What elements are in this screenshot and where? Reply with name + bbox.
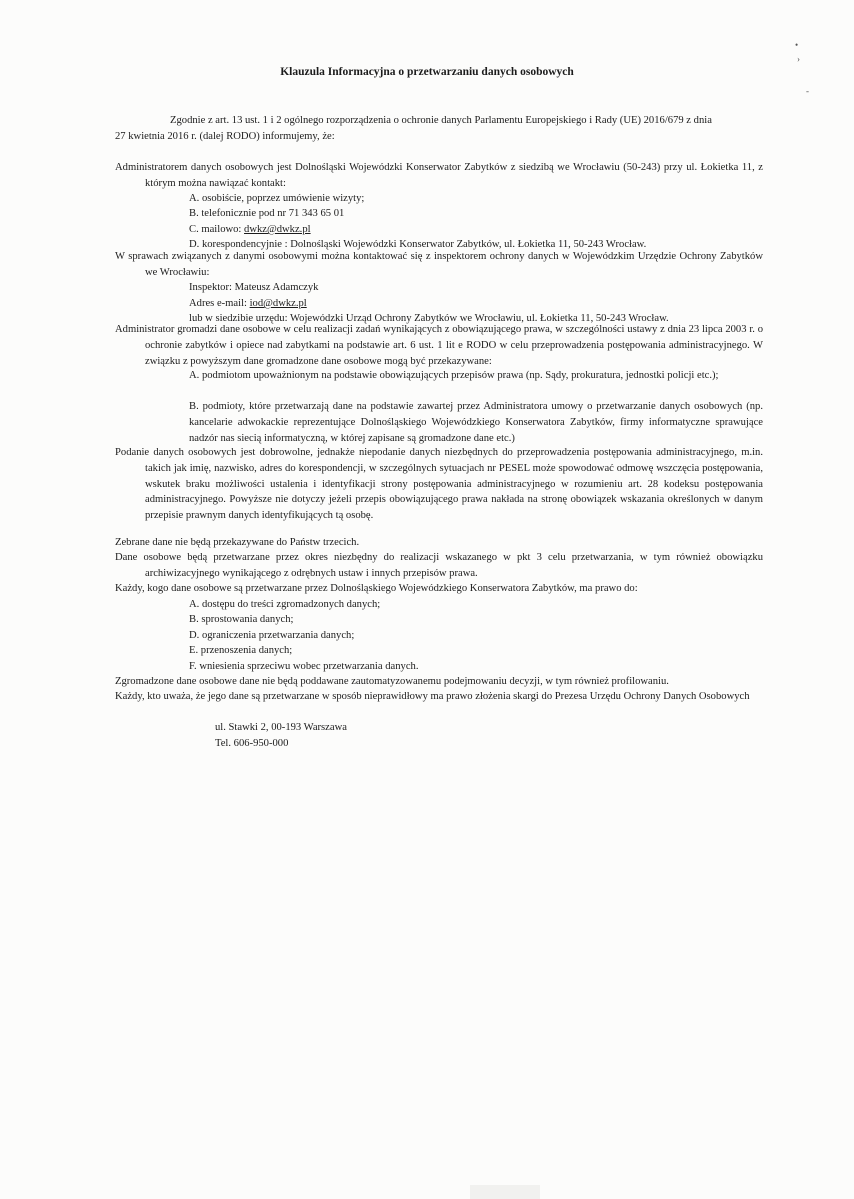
right-item-a: A. dostępu do treści zgromadzonych danych; <box>189 599 381 610</box>
right-item-e: E. przenoszenia danych; <box>189 645 293 656</box>
third-countries-line: Zebrane dane nie będą przekazywane do Państw trzecich. <box>115 537 360 548</box>
administrator-paragraph: Administratorem danych osobowych jest Dolnośląski Wojewódzki Konserwator Zabytków z siedzibą we Wrocławiu (50-243) przy ul. Łokietka 11, z którym można nawiązać kontakt: <box>115 162 763 189</box>
complaint-paragraph: Każdy, kto uważa, że jego dane są przetwarzane w sposób nieprawidłowy ma prawo złożenia skargi do Prezesa Urzędu Ochrony Danych Osobowych <box>115 691 750 702</box>
iod-address: lub w siedzibie urzędu: Wojewódzki Urząd Ochrony Zabytków we Wrocławiu, ul. Łokietka 11, 50-243 Wrocław. <box>189 313 669 324</box>
document-title: Klauzula Informacyjna o przetwarzaniu danych osobowych <box>280 66 574 78</box>
rights-intro: Każdy, kogo dane osobowe są przetwarzane przez Dolnośląskiego Wojewódzkiego Konserwatora Zabytków, ma prawo do: <box>115 583 638 594</box>
contact-item-d: D. korespondencyjnie : Dolnośląski Wojewódzki Konserwator Zabytków, ul. Łokietka 11, 50-243 Wrocław. <box>189 239 647 250</box>
iod-name: Inspektor: Mateusz Adamczyk <box>189 282 319 293</box>
right-item-b: B. sprostowania danych; <box>189 614 294 625</box>
iod-email-label: Adres e-mail: <box>189 298 250 309</box>
contact-item-b: B. telefonicznie pod nr 71 343 65 01 <box>189 208 345 219</box>
automated-decision-line: Zgromadzone dane osobowe dane nie będą poddawane zautomatyzowanemu podejmowaniu decyzji, w tym również profilowaniu. <box>115 676 669 687</box>
contact-email-link[interactable]: dwkz@dwkz.pl <box>244 224 311 235</box>
right-item-d: D. ograniczenia przetwarzania danych; <box>189 630 355 641</box>
intro-line-1: Zgodnie z art. 13 ust. 1 i 2 ogólnego rozporządzenia o ochronie danych Parlamentu Europejskiego i Rady (UE) 2016/679 z dnia <box>170 115 712 126</box>
contact-item-c <box>189 222 311 238</box>
contact-item-c-label: C. mailowo: <box>189 224 245 235</box>
iod-paragraph: W sprawach związanych z danymi osobowymi można kontaktować się z inspektorem ochrony danych w Wojewódzkim Urzędzie Ochrony Zabytków we Wrocławiu: <box>115 251 763 278</box>
scan-shadow <box>470 1185 540 1199</box>
purpose-paragraph: Administrator gromadzi dane osobowe w celu realizacji zadań wynikających z obowiązującego prawa, w szczególności ustawy z dnia 23 lipca 2003 r. o ochronie zabytków i opiece nad zabytkami na podstawie art. 6 ust. 1 lit e RODO w celu przeprowadzenia postępowania administracyjnego. W związku z powyższym dane gromadzone dane osobowe mogą być przekazywane: <box>115 324 763 367</box>
scan-speck: › <box>797 54 800 64</box>
contact-item-a: A. osobiście, poprzez umówienie wizyty; <box>189 193 365 204</box>
iod-email-link[interactable]: iod@dwkz.pl <box>249 298 307 309</box>
right-item-f: F. wniesienia sprzeciwu wobec przetwarzania danych. <box>189 661 419 672</box>
intro-line-2: 27 kwietnia 2016 r. (dalej RODO) informujemy, że: <box>115 131 335 142</box>
scan-speck: - <box>806 86 809 96</box>
uodo-address: ul. Stawki 2, 00-193 Warszawa <box>215 722 347 733</box>
recipient-a: A. podmiotom upoważnionym na podstawie obowiązujących przepisów prawa (np. Sądy, prokuratura, jednostki policji etc.); <box>189 370 719 381</box>
recipient-b: B. podmioty, które przetwarzają dane na podstawie zawartej przez Administratora umowy o przetwarzanie danych osobowych (np. kancelarie adwokackie reprezentujące Dolnośląskiego Wojewódzkiego Konserwatora Zabytków, firmy informatyczne sprawujące nadzór nas siecią informatyczną, w której zapisane są gromadzone dane etc.) <box>189 401 763 444</box>
scan-speck: • <box>795 40 799 50</box>
voluntary-paragraph: Podanie danych osobowych jest dobrowolne, jednakże niepodanie danych niezbędnych do przeprowadzenia postępowania administracyjnego, m.in. takich jak imię, nazwisko, adres do korespondencji, w szczególnych sytuacjach nr PESEL może spowodować odmowę wszczęcia postępowania, wskutek braku możliwości ustalenia i identyfikacji strony postępowania administracyjnego w rozumieniu art. 28 kodeksu postępowania administracyjnego. Powyższe nie dotyczy jeżeli przepis obowiązującego prawa nakłada na stronę obowiązek wskazania określonych w danym przepisie prawnym danych identyfikujących tą osobę. <box>115 447 763 522</box>
iod-email-line <box>189 296 307 312</box>
uodo-phone: Tel. 606-950-000 <box>215 738 289 749</box>
retention-paragraph: Dane osobowe będą przetwarzane przez okres niezbędny do realizacji wskazanego w pkt 3 celu przetwarzania, w tym również obowiązku archiwizacyjnego wynikającego z odrębnych ustaw i innych przepisów prawa. <box>115 552 763 579</box>
